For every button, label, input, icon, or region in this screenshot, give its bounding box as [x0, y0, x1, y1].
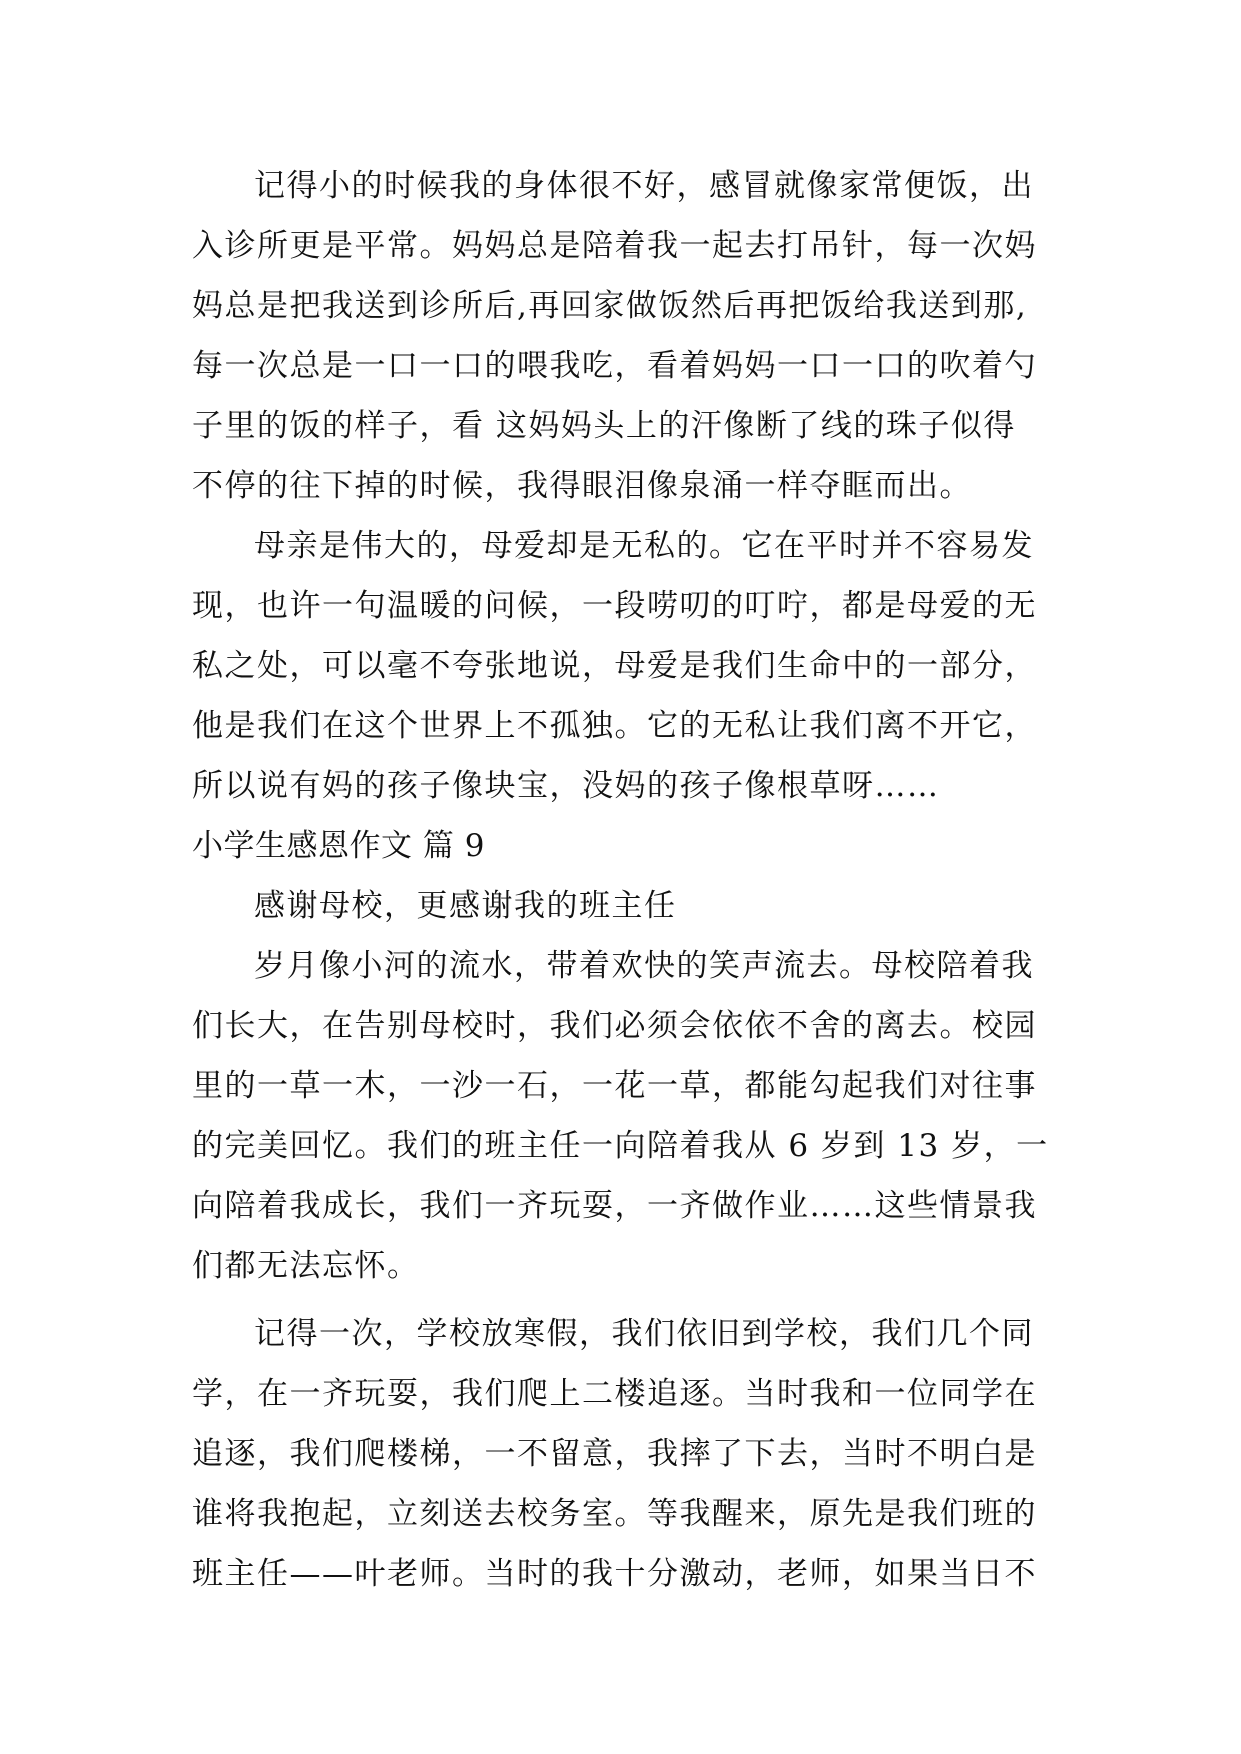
paragraph-line: 们长大，在告别母校时，我们必须会依依不舍的离去。校园: [192, 1008, 1037, 1044]
paragraph-line: 学，在一齐玩耍，我们爬上二楼追逐。当时我和一位同学在: [192, 1376, 1037, 1412]
paragraph-line: 所以说有妈的孩子像块宝，没妈的孩子像根草呀……: [192, 768, 940, 804]
paragraph-line: 现，也许一句温暖的问候，一段唠叨的叮咛，都是母爱的无: [192, 588, 1037, 624]
paragraph-line: 妈总是把我送到诊所后,再回家做饭然后再把饭给我送到那,: [192, 288, 1028, 324]
paragraph-line: 每一次总是一口一口的喂我吃，看着妈妈一口一口的吹着勺: [192, 348, 1037, 384]
paragraph-line: 们都无法忘怀。: [192, 1248, 420, 1284]
paragraph-line: 向陪着我成长，我们一齐玩耍，一齐做作业……这些情景我: [192, 1188, 1037, 1224]
paragraph-line: 的完美回忆。我们的班主任一向陪着我从 6 岁到 13 岁，一: [192, 1128, 1049, 1164]
paragraph-line: 入诊所更是平常。妈妈总是陪着我一起去打吊针，每一次妈: [192, 228, 1037, 264]
paragraph-line: 谁将我抱起，立刻送去校务室。等我醒来，原先是我们班的: [192, 1496, 1037, 1532]
paragraph-line: 记得一次，学校放寒假，我们依旧到学校，我们几个同: [254, 1316, 1034, 1352]
paragraph-line: 记得小的时候我的身体很不好，感冒就像家常便饭，出: [254, 168, 1034, 204]
paragraph-line: 子里的饭的样子，看 这妈妈头上的汗像断了线的珠子似得: [192, 408, 1016, 444]
essay-title: 感谢母校，更感谢我的班主任: [254, 888, 677, 924]
paragraph-line: 他是我们在这个世界上不孤独。它的无私让我们离不开它，: [192, 708, 1037, 744]
paragraph-line: 私之处，可以毫不夸张地说，母爱是我们生命中的一部分，: [192, 648, 1037, 684]
paragraph-line: 班主任——叶老师。当时的我十分激动，老师，如果当日不: [192, 1556, 1037, 1592]
paragraph-line: 母亲是伟大的，母爱却是无私的。它在平时并不容易发: [254, 528, 1034, 564]
paragraph-line: 追逐，我们爬楼梯，一不留意，我摔了下去，当时不明白是: [192, 1436, 1037, 1472]
paragraph-line: 里的一草一木，一沙一石，一花一草，都能勾起我们对往事: [192, 1068, 1037, 1104]
paragraph-line: 岁月像小河的流水，带着欢快的笑声流去。母校陪着我: [254, 948, 1034, 984]
section-heading: 小学生感恩作文 篇 9: [192, 828, 485, 864]
paragraph-line: 不停的往下掉的时候，我得眼泪像泉涌一样夺眶而出。: [192, 468, 972, 504]
